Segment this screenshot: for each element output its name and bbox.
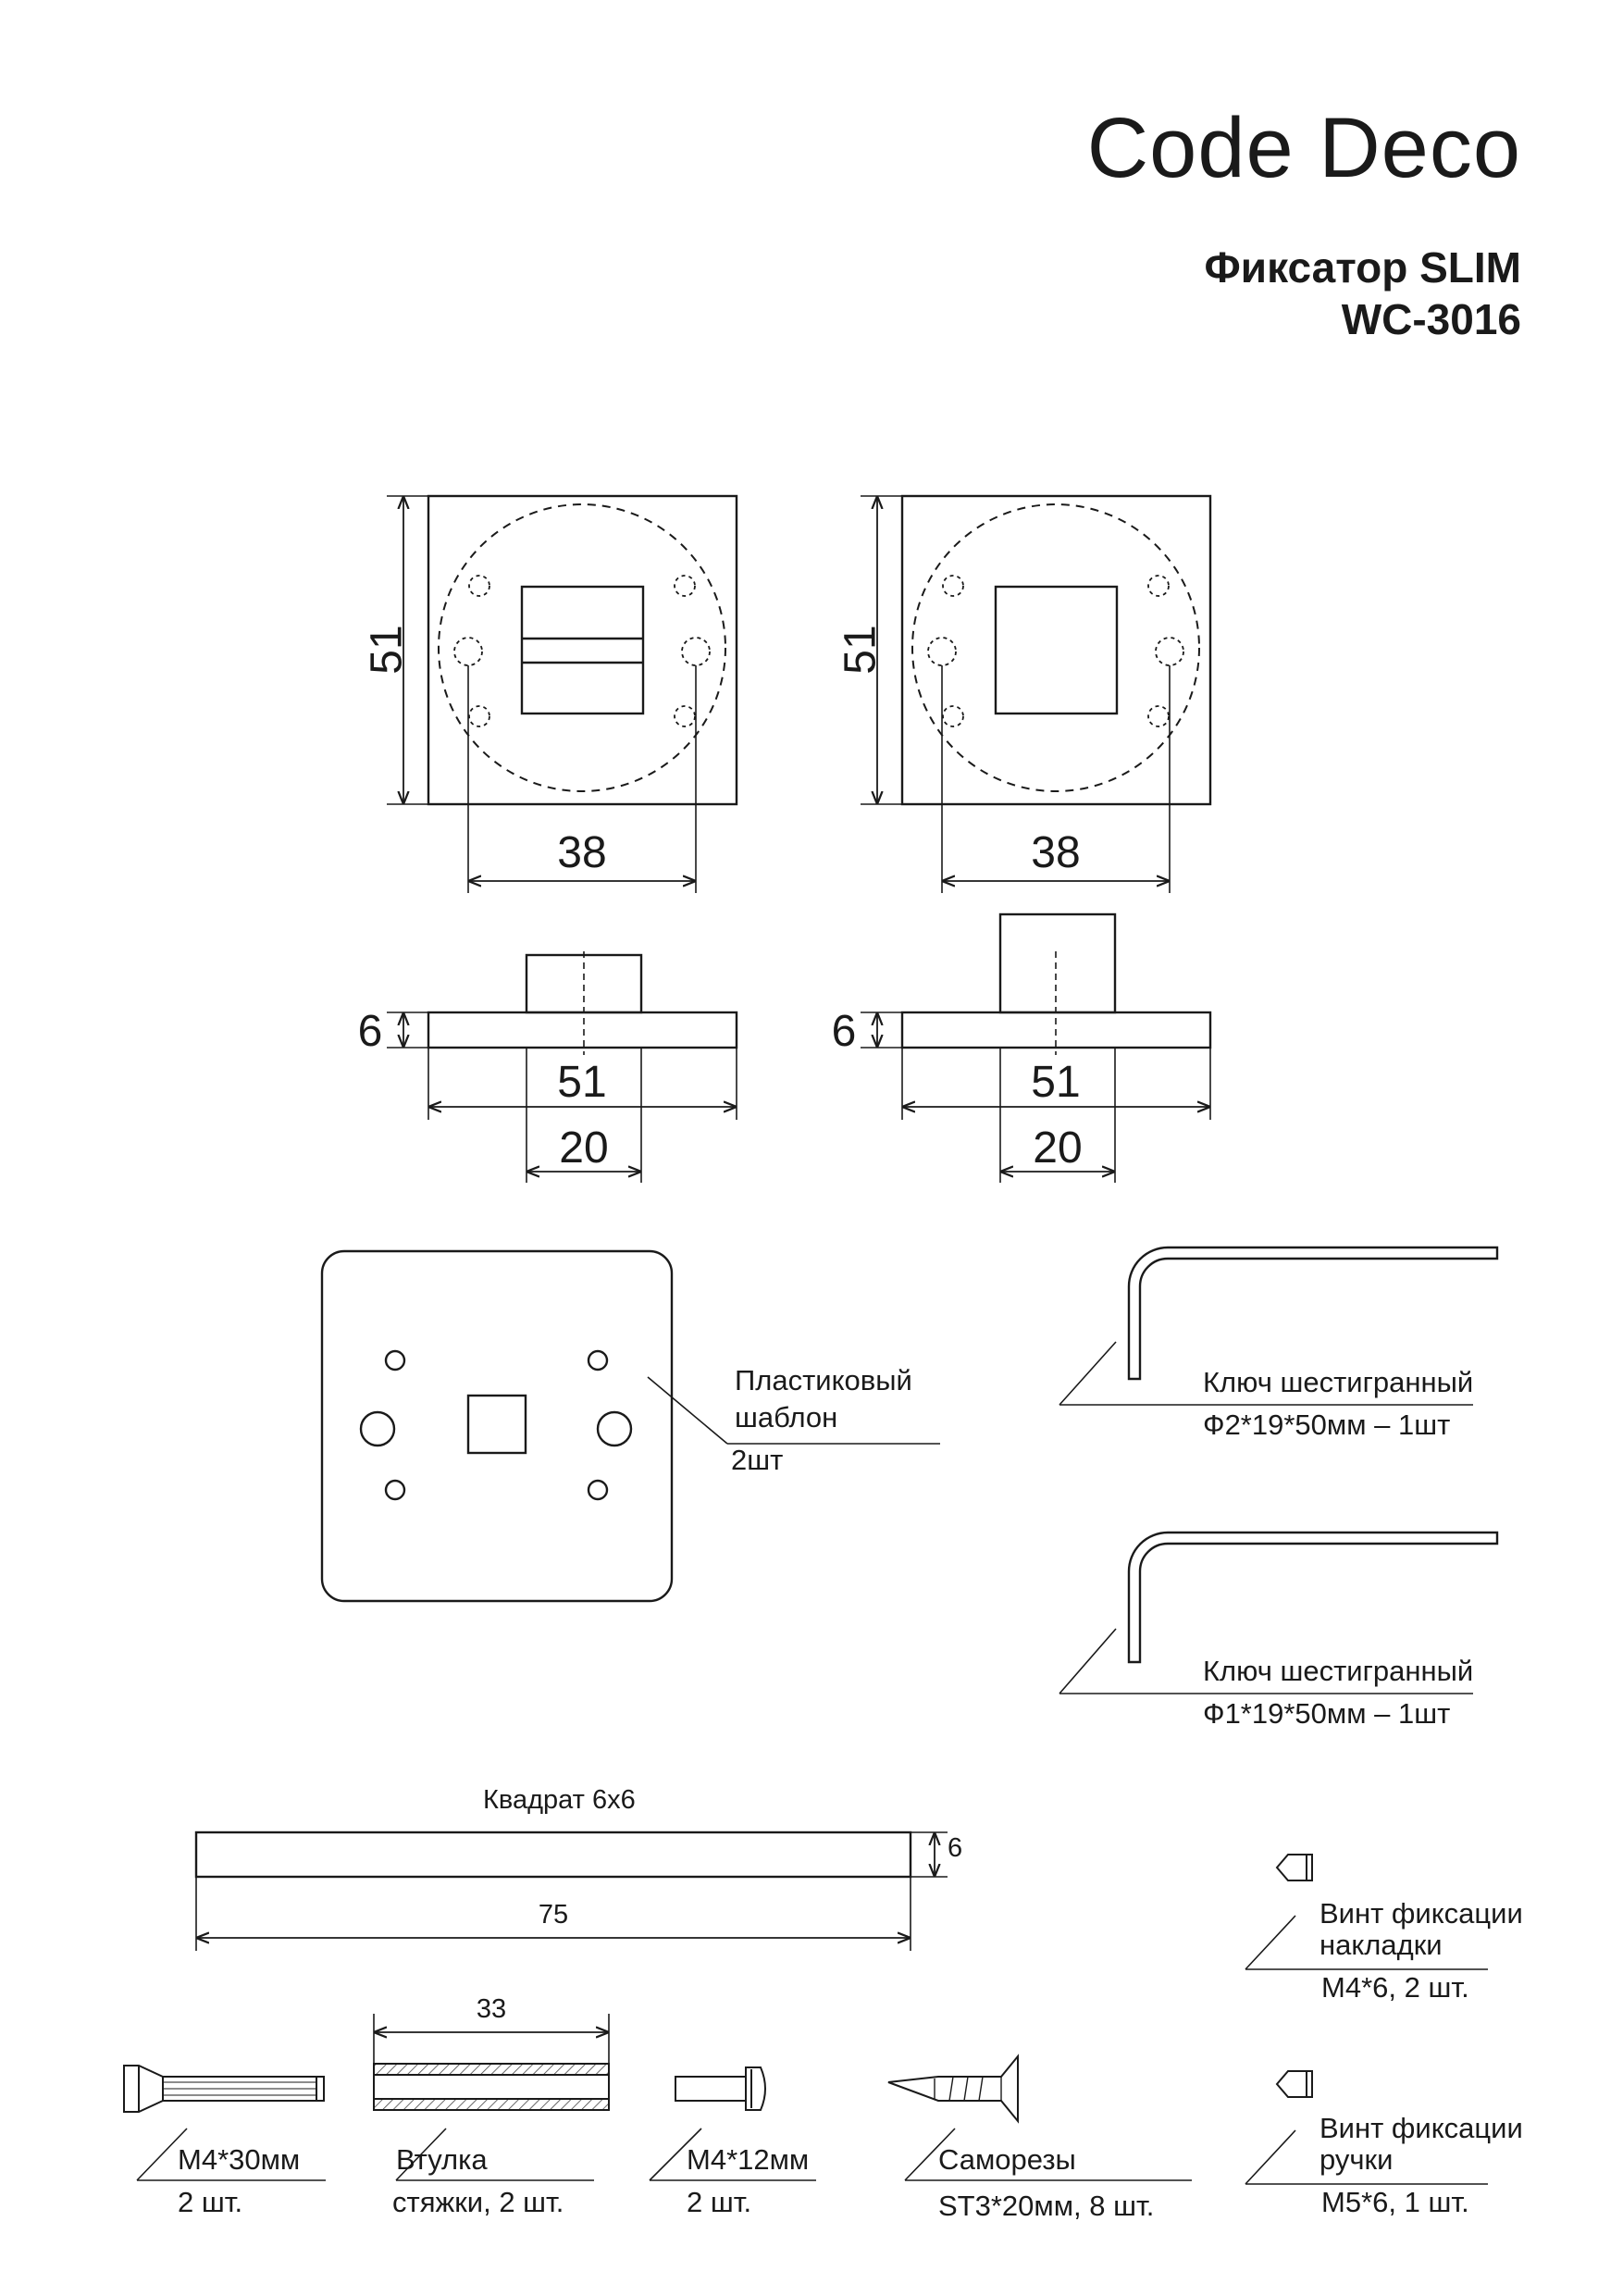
square-label: Квадрат 6х6 — [483, 1785, 636, 1815]
dim-thickness-right: 6 — [831, 1007, 857, 1056]
rosette-indicator-front-view — [902, 496, 1210, 804]
rosette-knob-front-view — [428, 496, 737, 804]
screw-plate-spec: М4*6, 2 шт. — [1321, 1971, 1469, 2004]
screw-plate-line2: накладки — [1319, 1929, 1443, 1961]
sleeve-tube — [374, 2064, 609, 2110]
square-spindle — [196, 1832, 911, 1877]
hex-key-2-spec: Ф1*19*50мм – 1шт — [1203, 1697, 1451, 1730]
hex-key-large — [1129, 1247, 1497, 1379]
dim-knob-width-left: 20 — [559, 1123, 609, 1173]
square-thickness: 6 — [948, 1833, 963, 1863]
bolt-short-name: М4*12мм — [687, 2143, 810, 2176]
dim-thickness-left: 6 — [357, 1007, 383, 1056]
product-name: Фиксатор SLIM — [1204, 243, 1521, 292]
bolt-long-qty: 2 шт. — [178, 2186, 243, 2218]
screw-plate-line1: Винт фиксации — [1319, 1897, 1523, 1930]
set-screw-plate — [1277, 1855, 1312, 1880]
hex-key-1-name: Ключ шестигранный — [1203, 1366, 1474, 1398]
hex-key-1-spec: Ф2*19*50мм – 1шт — [1203, 1409, 1451, 1441]
hex-key-2-name: Ключ шестигранный — [1203, 1655, 1474, 1687]
sleeve-length: 33 — [476, 1994, 507, 2024]
dim-hole-spacing-left: 38 — [557, 828, 607, 877]
screw-handle-line2: ручки — [1319, 2143, 1394, 2176]
rosette-indicator-side-view — [902, 914, 1210, 1055]
plastic-template — [322, 1251, 672, 1601]
dim-hole-spacing-right: 38 — [1031, 828, 1081, 877]
screw-handle-line1: Винт фиксации — [1319, 2112, 1523, 2144]
bolt-m4x12 — [675, 2067, 765, 2110]
template-label-line2: шаблон — [735, 1401, 838, 1433]
self-tapping-spec: ST3*20мм, 8 шт. — [938, 2190, 1155, 2222]
self-tapping-name: Саморезы — [938, 2143, 1076, 2176]
rosette-knob-side-view — [428, 951, 737, 1055]
square-length: 75 — [538, 1900, 569, 1930]
dim-plate-height-right: 51 — [836, 625, 886, 675]
dim-plate-height-left: 51 — [362, 625, 412, 675]
self-tapping-screw — [888, 2056, 1018, 2121]
bolt-m4x30 — [124, 2066, 324, 2112]
dim-plate-width-left: 51 — [557, 1058, 607, 1107]
sleeve-line1: Втулка — [396, 2143, 488, 2176]
dim-plate-width-right: 51 — [1031, 1058, 1081, 1107]
set-screw-handle — [1277, 2071, 1312, 2097]
hex-key-small — [1129, 1533, 1497, 1662]
bolt-long-name: М4*30мм — [178, 2143, 301, 2176]
product-code: WC-3016 — [1341, 295, 1521, 343]
screw-handle-spec: М5*6, 1 шт. — [1321, 2186, 1469, 2218]
dim-knob-width-right: 20 — [1033, 1123, 1083, 1173]
template-qty: 2шт — [731, 1444, 784, 1476]
bolt-short-qty: 2 шт. — [687, 2186, 752, 2218]
brand-logo: Code Deco — [1086, 101, 1521, 195]
template-label-line1: Пластиковый — [735, 1364, 912, 1396]
sleeve-line2: стяжки, 2 шт. — [392, 2186, 564, 2218]
